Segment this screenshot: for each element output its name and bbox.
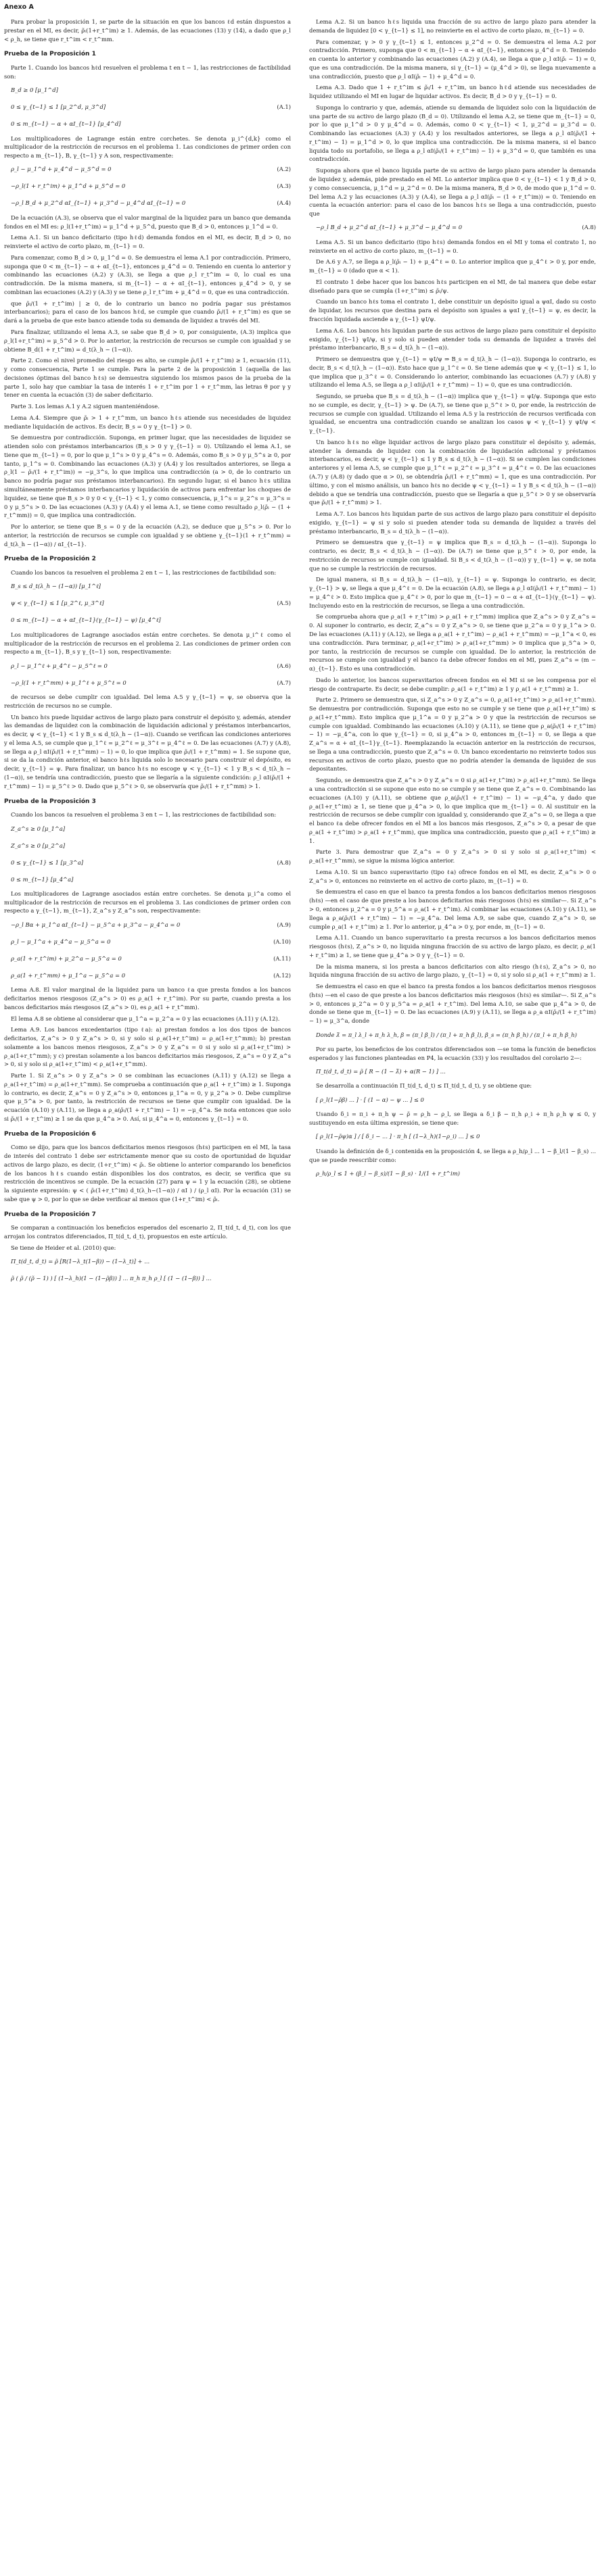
paragraph: Lema A.4. Siempre que ρ̃ₗ > 1 + r_t^mm, un banco hℓs atiende sus necesidades de liquidez mediante liquidación de activos. Es decir, B_s = 0 y γ_{t−1} > 0.: [4, 414, 291, 430]
equation: [309, 1093, 596, 1107]
paragraph: Parte 1. Si Z_a^s > 0 y Z_a^s > 0 se combinan las ecuaciones (A.11) y (A.12) se llega a ρ_a(1+r_t^im) = ρ_a(1+r_t^mm). Se comprueba a continuación que ρ_a(1 + r_t^im) ≥ 1. Suponga lo contrario, es decir, Z_a^s = 0 y Z_a^s > 0, entonces μ_1^a = 0, y μ_2^a > 0. Debe cumplirse que μ_5^a > 0, por tanto, la restricción de recursos se tiene que cumplir con igualdad. De la ecuación (A.10) y (A.11), se llega a ρ_a(ρ̃ₗ/(1 + r_t^im) − 1) = −μ_4^a. Se nota entonces que solo si ρ̃ₗ/(1 + r_t^im) ≥ 1 se da que μ_4^a > 0. Así, si μ_4^a = 0, entonces γ_{t−1} = 0.: [4, 1072, 291, 1122]
paragraph: Lema A.5. Si un banco deficitario (tipo hℓs) demanda fondos en el MI y toma el contrato 1, no reinvierte en el activo de corto plazo, m_{t−1} = 0.: [309, 238, 596, 254]
paragraph: Lema A.6. Los bancos hℓs liquidan parte de sus activos de largo plazo para constituir el depósito exigido, γ_{t−1} ψI/ψ, si y solo si pueden atender toda su demanda de liquidez a través del préstamo interbancario, B_s = d_t(λ_h − (1−α)).: [309, 326, 596, 351]
paragraph: Parte 3. Los lemas A.1 y A.2 siguen manteniéndose.: [11, 403, 160, 410]
equation: [4, 856, 291, 869]
section-heading: Prueba de la Proposición 1: [4, 51, 96, 58]
equation-body: −ρ_l B_d + μ_2^d αI_{t−1} + μ_3^d − μ_4^d αI_{t−1} = 0: [11, 199, 186, 207]
section-heading: Prueba de la Proposición 6: [4, 1130, 96, 1138]
equation: [309, 1167, 596, 1180]
equation-body: ρ_l − μ_1^ℓ + μ_4^ℓ − μ_5^ℓ = 0: [11, 662, 108, 669]
equation: [4, 163, 291, 176]
equation-label: (A.8): [582, 224, 596, 231]
equation-label: (A.7): [277, 679, 291, 686]
equation-body: −ρ_l Bα + μ_1^a αI_{t−1} − μ_5^a + μ_3^a − μ_4^a = 0: [11, 921, 181, 928]
equation-label: (A.3): [277, 183, 291, 190]
equation-body: ρ̃ ( ρ̃ / (ρ̃ − 1) ) [ (1−λ_h)(1 − (1−ρ̃β)) ] ... π_h π_h ρ_l [ (1 − (1−β)) ] ...: [11, 1275, 212, 1282]
paragraph: que ρ̃ₗ/(1 + r_t^im) | ≥ 0, de lo contrario un banco no podría pagar sus préstamos interbancarios); para el caso de los bancos hℓd, se cumple que cuando ρ̃ₗ/(1 + r_t^im) es que se dará a la prueba de que este banco atiende toda su demanda de liquidez a través del MI.: [4, 299, 291, 324]
equation: [4, 839, 291, 852]
equation: [4, 101, 291, 114]
equation-body: 0 ≤ m_{t−1} − α + αI_{t−1} [μ_4^d]: [11, 120, 121, 128]
paragraph: Los multiplicadores de Lagrange asociados están entre corchetes. Se denota μ_i^a como el multiplicador de la restricción de recursos en el problema 3. Las condiciones de primer orden con respecto a γ_{t−1}, m_{t−1}, Z_a^s y Z_a^s son, respectivamente:: [4, 890, 291, 915]
paragraph: De A.6 y A.7, se llega a ρ_l(ρ̃ₗ − 1) + μ_4^ℓ = 0. Lo anterior implica que μ_4^ℓ > 0 y, por ende, m_{t−1} = 0 (dado que α < 1).: [309, 258, 596, 274]
equation-body: ρ_a(1 + r_t^mm) + μ_1^a − μ_5^a = 0: [11, 971, 126, 979]
paragraph: Usando δ_i = π_i + π_h ψ − ρ̃ = ρ_h − ρ_l, se llega a δ_i β − π_h ρ_i + π_h ρ_h ψ ≤ 0, y sustituyendo en esta última expresión, se tiene que:: [309, 1111, 596, 1126]
equation-label: (A.12): [273, 971, 291, 979]
paragraph: Parte 1. Cuando los bancos hℓd resuelven el problema t en t − 1, las restricciones de factibilidad son:: [4, 64, 291, 80]
paragraph: Parte 3. Para demostrar que Z_a^s = 0 y Z_a^s > 0 si y solo si ρ_a(1+r_t^im) < ρ_a(1+r_t^mm), se sigue la misma lógica anterior.: [309, 848, 596, 865]
equation-body: −ρ_l B_d + μ_2^d αI_{t−1} + μ_3^d − μ_4^d = 0: [316, 224, 463, 231]
paragraph: Se demuestra el caso en que el banco ℓa presta fondos a los bancos deficitarios menos riesgosos (hℓs) —en el caso de que preste a los bancos deficitarios más riesgosos (hℓs) es similar—. Si Z_a^s > 0, entonces μ_2^a = 0 y μ_5^a = ρ_a(1 + r_t^im). Del lema A.10, se sabe que μ_4^a > 0, de donde se tiene que m_{t−1} = 0. De las ecuaciones (A.9) y (A.11), se llega a ρ_a αI(ρ̃ₗ/(1 + r_t^im) − 1) = μ_3^a, donde: [309, 983, 596, 1025]
equation: [4, 614, 291, 627]
equation-body: 0 ≤ γ_{t−1} ≤ 1 [μ_3^a]: [11, 858, 84, 866]
paragraph: Lema A.10. Si un banco superavitario (tipo ℓa) ofrece fondos en el MI, es decir, Z_a^s > 0 o Z_a^s > 0, entonces no reinvierte en el activo de corto plazo, m_{t−1} = 0.: [309, 868, 596, 884]
equation-body: 0 ≤ m_{t−1} − α + αI_{t−1}(γ_{t−1} − ψ) [μ_4^ℓ]: [11, 616, 161, 624]
equation-body: B_d ≥ 0 [μ_1^d]: [11, 87, 58, 94]
paragraph: Los multiplicadores de Lagrange están entre corchetes. Se denota μ_i^{d,k} como el multiplicador de la restricción de recursos en el problema 1. Las condiciones de primer orden con respecto a m_{t−1}, B, γ_{t−1} y A son, respectivamente:: [4, 135, 291, 160]
equation-body: Π_t(d_t, d_t) = ρ̃ [ R − (1 − λ̃) + α(R − 1) ] ...: [316, 1068, 446, 1075]
paragraph: Dado lo anterior, los bancos superavitarios ofrecen fondos en el MI si se les compensa por el riesgo de contraparte. Es decir, se debe cumplir: ρ_a(1 + r_t^im) ≥ 1 y ρ_a(1 + r_t^mm) ≥ 1.: [309, 676, 596, 692]
equation-body: ρ_l − μ_1^a + μ_4^a − μ_5^a = 0: [11, 938, 111, 945]
paragraph: Cuando un banco hℓs toma el contrato 1, debe constituir un depósito igual a ψαI, dado su costo de liquidar, los recursos que destina para el depósito son iguales a ψαI γ_{t−1} = ψ, es decir, la fracción liquidada asciende a γ_{t−1} ψI/ψ.: [309, 298, 596, 322]
equation-body: [ ρ_l(1−ρ̃β) ... ] · [ (1 − α) − ψ ... ] ≤ 0: [316, 1096, 424, 1103]
equation: [4, 597, 291, 610]
paragraph: Por lo anterior, se tiene que B_s = 0 y de la ecuación (A.2), se deduce que μ_5^s > 0. Por lo anterior, la restricción de recursos se cumple con igualdad y se obtiene γ_{t−1}(1 + r_t^mm) = d_t(λ_h − (1−α)) / αI_{t−1}.: [4, 523, 291, 548]
paragraph: Primero se demuestra que γ_{t−1} = ψ implica que B_s = d_t(λ_h − (1−α)). Suponga lo contrario, es decir, B_s < d_t(λ_h − (1−α)). De (A.7) se tiene que μ_5^ℓ > 0, por ende, la restricción de recursos se cumple con igualdad. Si B_s < d_t(λ_h − (1−α)) y γ_{t−1} = ψ, se nota que no se cumple la restricción de recursos.: [309, 539, 596, 572]
paragraph: Se tiene de Heider et al. (2010) que:: [11, 1244, 116, 1251]
equation-label: (A.9): [277, 921, 291, 928]
equation: [4, 580, 291, 593]
paragraph: De igual manera, si B_s = d_t(λ_h − (1−α)), γ_{t−1} = ψ. Suponga lo contrario, es decir, γ_{t−1} > ψ, se llega a que μ_4^ℓ = 0. De la ecuación (A.8), se llega a ρ_l αI(ρ̃ₗ/(1 + r_t^mm) − 1) = μ_4^ℓ > 0. Esto implica que μ_4^ℓ > 0, por lo que m_{t−1} = 0 − α + αI_{t−1}(γ_{t−1} − ψ). Incluyendo esto en la restricción de recursos, se llega a una contradicción.: [309, 576, 596, 609]
equation: [4, 180, 291, 193]
equation: [4, 676, 291, 689]
section-heading: Prueba de la Proposición 2: [4, 556, 96, 563]
equation-body: ψ < γ_{t−1} ≤ 1 [μ_2^ℓ, μ_3^ℓ]: [11, 600, 104, 607]
section-heading: Prueba de la Proposición 7: [4, 1211, 96, 1218]
equation: [4, 969, 291, 982]
paragraph: Suponga lo contrario y que, además, atiende su demanda de liquidez solo con la liquidación de una parte de su activo de largo plazo (B_d = 0). Utilizando el lema A.2, se tiene que m_{t−1} = 0, por lo que μ_1^d > 0 y μ_4^d = 0. Además, como 0 < γ_{t−1} < 1, μ_2^d = μ_3^d = 0. Combinando las ecuaciones (A.3) y (A.4) y los resultados anteriores, se llega a ρ_l αI(ρ̃ₗ/(1 + r_t^im) − 1) = μ_1^d > 0, lo que implica una contradicción. De la misma manera, si el banco liquida todo su portafolio, se llega a ρ_l αI(ρ̃ₗ/(1 + r_t^im) − 1) + μ_3^d = 0, que también es una contradicción.: [309, 103, 596, 163]
section-heading: Prueba de la Proposición 3: [4, 798, 96, 805]
equation-body: B_s ≤ d_t(λ_h − (1−α)) [μ_1^ℓ]: [11, 583, 101, 590]
equation-body: Π_t(d_t, d_t) = ρ̃ [R(1−λ_t(1−β)) − (1−λ_t)] + ...: [11, 1258, 150, 1265]
paragraph: Cuando los bancos ℓa resuelven el problema 3 en t − 1, las restricciones de factibilidad son:: [11, 811, 277, 819]
paragraph: El contrato 1 debe hacer que los bancos hℓs participen en el MI, de tal manera que debe estar diseñado para que se cumpla (1+r_t^im) ≤ ρ̃ₗ/ψ.: [309, 278, 596, 294]
equation-body: [ ρ_l(1−ρ̃ψ)α ] / [ δ_i − ... ] · π_h [ (1−λ_h)(1−ρ_i) ... ] ≤ 0: [316, 1133, 480, 1140]
equation-body: Z_a^s ≥ 0 [μ_1^a]: [11, 825, 66, 832]
equation-body: 0 ≤ γ_{t−1} ≤ 1 [μ_2^d, μ_3^d]: [11, 103, 106, 111]
paragraph: Para probar la proposición 1, se parte de la situación en que los bancos ℓd están dispuestos a prestar en el MI, es decir, ρ̃ₗ(1+r_t^im) ≥ 1. Además, de las ecuaciones (13) y (14), a dado que ρ_l < ρ_h, se tiene que r_t^im < r_t^mm.: [4, 18, 291, 43]
equation: [309, 221, 596, 235]
equation-body: Z_a^s ≥ 0 [μ_2^a]: [11, 842, 66, 849]
equation: [4, 873, 291, 886]
equation-label: (A.10): [273, 938, 291, 945]
equation-label: (A.5): [277, 600, 291, 607]
paragraph: Segundo, se demuestra que Z_a^s > 0 y Z_a^s = 0 si ρ_a(1+r_t^im) > ρ_a(1+r_t^mm). Se llega a una contradicción si se supone que esto no se cumple y se tiene que Z_a^s = 0. Combinando las ecuaciones (A.10) y (A.11), se obtiene que ρ_a(ρ̃ₗ/(1 + r_t^im) − 1) = −μ_4^a, y dado que ρ_a(1+r_t^im) ≥ 1, se tiene que μ_4^a > 0, lo que implica que m_{t−1} = 0. Al sustituir en la restricción de recursos se debe cumplir con igualdad y, considerando que Z_a^s = 0, se llega a que el banco ℓa debe ofrecer fondos en el MI a los bancos más riesgosos, Z_a^s > 0, a pesar de que ρ_a(1 + r_t^im) > ρ_a(1 + r_t^mm), que implica una contradicción, puesto que ρ_a(1 + r_t^im) ≥ 1.: [309, 777, 596, 844]
equation-label: (A.1): [277, 103, 291, 111]
equation-body: 0 ≤ m_{t−1} [μ_4^a]: [11, 875, 74, 883]
equation: [4, 659, 291, 673]
paragraph: Se comprueba ahora que ρ_a(1 + r_t^im) > ρ_a(1 + r_t^mm) implica que Z_a^s > 0 y Z_a^s = 0. Al suponer lo contrario, es decir, Z_a^s = 0 y Z_a^s > 0, se tiene que μ_2^a = 0 y μ_1^a > 0. De las ecuaciones (A.11) y (A.12), se llega a ρ_a(1 + r_t^im) − ρ_a(1 + r_t^mm) = −μ_1^a < 0, es una contradicción. Para terminar, ρ_a(1+r_t^im) > ρ_a(1+r_t^mm) > 0 implica que μ_5^a > 0, por tanto, la restricción de recursos se cumple con igualdad. De lo anterior, la restricción de recursos se cumple con igualdad y el banco ℓa debe ofrecer fondos en el MI, pues Z_a^s = (m − α)_{t−1}. Esto es una contradicción.: [309, 613, 596, 673]
right-column: [309, 18, 596, 2566]
paragraph: Un banco hℓs puede liquidar activos de largo plazo para construir el depósito y, además, atender las demandas de liquidez con la combinación de liquidación adicional y préstamos interbancarios, es decir, ψ < γ_{t−1} < 1 y B_s ≤ d_t(λ_h − (1−α)). Cuando se verifican las condiciones anteriores y el lema A.5, se cumple que μ_1^ℓ = μ_2^ℓ = μ_3^ℓ = μ_4^ℓ = 0. De las ecuaciones (A.7) y (A.8), se llega a ρ_l αI(ρ̃ₗ/(1 + r_t^mm) − 1) = 0, lo que implica que ρ̃ₗ/(1 + r_t^mm) = 1. Se supone que, si se da la condición anterior, el banco hℓs liquida solo lo necesario para construir el depósito, es decir, γ_{t−1} = ψ. Para finalizar, un banco hℓs no escoge ψ < γ_{t−1} < 1 y B_s < d_t(λ_h − (1−α)), se tendría una contradicción, puesto que se llegaría a la siguiente condición: ρ_l αI(ρ̃ₗ/(1 + r_t^mm) − 1) = μ_5^ℓ > 0. Dado que μ_5^ℓ > 0, se observaría que ρ̃ₗ/(1 + r_t^mm) > 1.: [4, 713, 291, 789]
paragraph: Cuando los bancos ℓa resuelven el problema 2 en t − 1, las restricciones de factibilidad son:: [11, 569, 277, 577]
equation: [4, 952, 291, 965]
equation: [4, 1272, 291, 1286]
page-header: Anexo A: [4, 3, 34, 11]
paragraph: Primero se demuestra que γ_{t−1} = ψI/ψ ⇒ B_s = d_t(λ_h − (1−α)). Suponga lo contrario, es decir, B_s < d_t(λ_h − (1−α)). Esto hace que μ_1^ℓ = 0. Se tiene además que ψ < γ_{t−1} ≤ 1, lo que implica que μ_3^ℓ = 0. Considerando lo anterior, combinando las ecuaciones (A.7) y (A.8) y utilizando el lema A.5, se llega a ρ_l αI(ρ̃ₗ/(1 + r_t^mm) − 1) = 0, que es una contradicción.: [309, 356, 596, 389]
paragraph: Lema A.1. Si un banco deficitario (tipo hℓd) demanda fondos en el MI, es decir, B_d > 0, no reinvierte el activo de corto plazo, m_{t−1} = 0.: [4, 234, 291, 250]
paragraph: Parte 2. Primero se demuestra que, si Z_a^s > 0 y Z_a^s = 0, ρ_a(1+r_t^im) > ρ_a(1+r_t^mm). Se demuestra por contradicción. Suponga que esto no se cumple y se tiene que ρ_a(1+r_t^im) ≤ ρ_a(1+r_t^mm). Esto implica que μ_1^a = 0 y μ_2^a > 0 y que la restricción de recursos se cumple con igualdad. Combinando las ecuaciones (A.10) y (A.11), se tiene que ρ_a(ρ̃ₗ/(1 + r_t^im) − 1) = −μ_4^a, con lo que γ_{t−1} = 0, si μ_4^a > 0, entonces m_{t−1} = 0, se llega a que Z_a^s = α + αI_{t−1}γ_{t−1}. Reemplazando la ecuación anterior en la restricción de recursos, se llega a una contradicción, puesto que Z_a^s = 0. Un banco excedentario no reinvierte todos sus recursos en activos de corto plazo, puesto que no podría atender la demanda de liquidez de sus depositantes.: [309, 696, 596, 773]
paragraph: Usando la definición de δ_i contenida en la proposición 4, se llega a ρ_h/ρ_l ... 1 − β_l/(1 − β_s) ... que se puede reescribir como:: [309, 1147, 596, 1163]
paragraph: Para comenzar, como B_d > 0, μ_1^d = 0. Se demuestra el lema A.1 por contradicción. Primero, suponga que 0 < m_{t−1} − α + αI_{t−1}, entonces μ_4^d = 0. Teniendo en cuenta lo anterior y combinando las ecuaciones (A.2) y (A.3), se llega a que ρ_l r_t^im = 0, lo cual es una contradicción. De la misma manera, si m_{t−1} − α + αI_{t−1}, entonces μ_4^d > 0, y se combinan las ecuaciones (A.2) y (A.3) y se tiene ρ_l r_t^im + μ_4^d = 0, que es una contradicción.: [4, 253, 291, 295]
equation: [4, 822, 291, 835]
paragraph: Los multiplicadores de Lagrange asociados están entre corchetes. Se denota μ_i^ℓ como el multiplicador de la restricción de recursos en el problema 2. Las condiciones de primer orden con respecto a m_{t−1}, B_s y γ_{t−1} son, respectivamente:: [4, 631, 291, 656]
equation: [309, 1028, 596, 1042]
equation-body: −ρ_l(1 + r_t^im) + μ_1^d + μ_5^d = 0: [11, 183, 126, 190]
equation-label: (A.8): [277, 858, 291, 866]
paragraph: De la misma manera, si los presta a bancos deficitarios con alto riesgo (hℓs), Z_a^s > 0, no liquida ninguna fracción de su activo de largo plazo, γ_{t−1} = 0, si y solo si ρ_a(1 + r_t^mm) ≥ 1.: [309, 963, 596, 979]
paragraph: Lema A.7. Los bancos hℓs liquidan parte de sus activos de largo plazo para constituir el depósito exigido, γ_{t−1} = ψ si y solo si pueden atender toda su demanda de liquidez a través del préstamo interbancario, B_s = d_t(λ_h − (1−α)).: [309, 510, 596, 535]
paragraph: Lema A.9. Los bancos excedentarios (tipo ℓa): a) prestan fondos a los dos tipos de bancos deficitarios, Z_a^s > 0 y Z_a^s > 0, si y solo si ρ_a(1+r_t^im) = ρ_a(1+r_t^mm); b) prestan solamente a los bancos menos riesgosos, Z_a^s > 0 y Z_a^s = 0 si y solo si ρ_a(1+r_t^im) > ρ_a(1+r_t^mm); y c) prestan solamente a los bancos deficitarios más riesgosos, Z_a^s = 0 y Z_a^s > 0, si y solo si ρ_a(1+r_t^im) < ρ_a(1+r_t^mm).: [4, 1026, 291, 1068]
equation: [4, 935, 291, 948]
equation-label: (A.2): [277, 166, 291, 173]
paragraph: de recursos se debe cumplir con igualdad. Del lema A.5 y γ_{t−1} = ψ, se observa que la restricción de recursos no se cumple.: [4, 694, 291, 709]
equation: [309, 1130, 596, 1144]
equation: [4, 197, 291, 210]
paragraph: Un banco hℓs no elige liquidar activos de largo plazo para constituir el depósito y, además, atender la demanda de liquidez con la combinación de liquidación adicional y préstamos interbancarios, es decir, ψ < γ_{t−1} ≤ 1 y B_s ≤ d_t(λ_h − (1−α)). Si se cumplen las condiciones anteriores y el lema A.5, se cumple que μ_1^ℓ = μ_2^ℓ = μ_3^ℓ = μ_4^ℓ = 0. De las ecuaciones (A.7) y (A.8) (y dado que α > 0), se obtendría ρ̃ₗ/(1 + r_t^mm) = 1, que es una contradicción. Por último, y con el mismo análisis, un banco hℓs no decide ψ < γ_{t−1} = 1 y B_s < d_t(λ_h − (1−α)) debido a que se tendría una contradicción, puesto que se llegaría a que μ_5^ℓ > 0 y se observaría que ρ̃ₗ/(1 + r_t^mm) > 1.: [309, 438, 596, 506]
equation-body: Donde λ̃ = π_l λ_l + π_h λ_h, β = (π_l β_l) / (π_l + π_h β_l), β_s = (π_h β_h) / (π_l + π_h β_h): [316, 1031, 577, 1038]
equation-body: ρ_l − μ_1^d + μ_4^d − μ_5^d = 0: [11, 166, 112, 173]
paragraph: Parte 2. Como el nivel promedio del riesgo es alto, se cumple ρ̃ₗ/(1 + r_t^im) ≥ 1, ecuación (11), y como consecuencia, Parte 1 se cumple. Para la parte 2 de la proposición 1 (aquella de las decisiones óptimas del banco hℓs) se demuestra siguiendo los mismos pasos de la prueba de la parte 1, solo hay que cambiar la tasa de interés 1 + r_t^im por 1 + r_t^mm, las letras θ por γ y tener en cuenta la ecuación (3) de saber deficitario.: [4, 357, 291, 399]
equation-body: −ρ_l(1 + r_t^mm) + μ_1^ℓ + μ_5^ℓ = 0: [11, 679, 126, 686]
paragraph: De la ecuación (A.3), se observa que el valor marginal de la liquidez para un banco que demanda fondos en el MI es: ρ_l(1+r_t^im) = μ_1^d + μ_5^d, puesto que B_d > 0, entonces μ_1^d = 0.: [4, 214, 291, 230]
paragraph: Se demuestra por contradicción. Suponga, en primer lugar, que las necesidades de liquidez se atienden solo con préstamos interbancarios (B_s > 0 y γ_{t−1} = 0). Utilizando el lema A.1, se tiene que m_{t−1} = 0, por lo que μ_1^s > 0 y μ_4^s = 0. Además, como B_s > 0 y μ_5^s ≥ 0, por tanto, μ_1^s = 0. Combinando las ecuaciones (A.3) y (A.4) y los resultados anteriores, se llega a ρ_l(1 − ρ̃ₗ/(1 + r_t^im)) = −μ_3^s, lo que implica una contradicción (a > 0, de lo contrario un banco no podría pagar sus préstamos interbancarios). En segundo lugar, si el banco hℓs utiliza simultáneamente préstamos interbancarios y liquidación de activos para enfrentar los choques de liquidez, se tiene que B_s > 0 y 0 < γ_{t−1} < 1, y como consecuencia, μ_1^s = μ_2^s = μ_3^s = 0 y μ_5^s > 0. De las ecuaciones (A.3) y (A.4) y el lema A.1, se tiene como resultado ρ_l(ρ̃ₗ − (1 + r_t^mm)) = 0, que implica una contradicción.: [4, 434, 291, 519]
paragraph: Lema A.11. Cuando un banco superavitario ℓa presta recursos a los bancos deficitarios menos riesgosos (hℓs), Z_a^s > 0, no liquida ninguna fracción de su activo de largo plazo, es decir, ρ_a(1 + r_t^im) ≥ 1, se tiene que μ_4^a > 0 y γ_{t−1} = 0.: [309, 934, 596, 958]
paragraph: Lema A.3. Dado que 1 + r_t^im ≤ ρ̃ₗ/1 + r_t^im, un banco hℓd atiende sus necesidades de liquidez utilizando el MI en lugar de liquidar activos. Es decir, B_d > 0 y γ_{t−1} = 0.: [309, 84, 596, 100]
paragraph: Para finalizar, utilizando el lema A.3, se sabe que B_d > 0, por consiguiente, (A.3) implica que ρ_l(1+r_t^im) = μ_5^d > 0. Por lo anterior, la restricción de recursos se cumple con igualdad y se obtiene B_d(1 + r_t^im) = d_t(λ_h − (1−α)).: [4, 328, 291, 353]
equation: [309, 1065, 596, 1078]
paragraph: Se demuestra el caso en que el banco ℓa presta fondos a los bancos deficitarios menos riesgosos (hℓs) —en el caso de que preste a los bancos deficitarios más riesgosos (hℓs) es similar—. Si Z_a^s > 0, entonces μ_2^a = 0 y μ_5^a = ρ_a(1 + r_t^im). Al combinar las ecuaciones (A.10) y (A.11), se llega a ρ_a(ρ̃ₗ/(1 + r_t^im) − 1) = −μ_4^a. Del lema A.9, se sabe que, cuando Z_a^s > 0, se cumple ρ_a(1 + r_t^im) ≥ 1. Por lo anterior, μ_4^a > 0 y, por ende, m_{t−1} = 0.: [309, 888, 596, 930]
paragraph: Segundo, se prueba que B_s = d_t(λ_h − (1−α)) implica que γ_{t−1} = ψI/ψ. Suponga que esto no se cumple, es decir, γ_{t−1} > ψ. De (A.7), se tiene que μ_5^ℓ > 0, por ende, la restricción de recursos se cumple con igualdad. Utilizando el lema A.5 y la restricción de recursos verificada con igualdad, se encuentra una contradicción cuando se analizan los casos ψ < γ_{t−1} y ψI/ψ < γ_{t−1}.: [309, 393, 596, 435]
equation-label: (A.11): [273, 954, 291, 962]
equation-body: ρ_h/ρ_l ≤ 1 + (β_l − β_s)/(1 − β_s) · 1/(1 + r_t^im): [316, 1169, 460, 1177]
equation: [4, 1255, 291, 1269]
paragraph: Suponga ahora que el banco liquida parte de su activo de largo plazo para atender la demanda de liquidez y, además, pide prestado en el MI. Lo anterior implica que 0 < γ_{t−1} < 1 y B_d > 0, y como consecuencia, μ_1^d = μ_2^d = 0. De la misma manera, B_d > 0, de modo que μ_1^d = 0. Del lema A.2 y las ecuaciones (A.3) y (A.4), se llega a ρ_l αI(ρ̃ₗ − (1 + r_t^im)) = 0. Teniendo en cuenta la ecuación anterior: para el caso de los bancos hℓs se llega a una contradicción, puesto que: [309, 167, 596, 218]
equation-label: (A.4): [277, 199, 291, 207]
equation: [4, 918, 291, 931]
paragraph: Lema A.2. Si un banco hℓs liquida una fracción de su activo de largo plazo para atender la demanda de liquidez [0 < γ_{t−1} ≤ 1], no reinvierte en el activo de corto plazo, m_{t−1} = 0.: [309, 18, 596, 34]
paragraph: Lema A.8. El valor marginal de la liquidez para un banco ℓa que presta fondos a los bancos deficitarios menos riesgosos (Z_a^s > 0) es ρ_a(1 + r_t^im). Por su parte, cuando presta a los bancos deficitarios más riesgosos (Z_a^s > 0), es ρ_a(1 + r_t^mm).: [4, 986, 291, 1011]
paragraph: Se comparan a continuación los beneficios esperados del escenario 2, Π_t(d_t, d_t), con los que arrojan los contratos diferenciados, Π_t(d_t, d_t), propuestos en este artículo.: [4, 1224, 291, 1240]
paragraph: Se desarrolla a continuación Π_t(d_t, d_t) ≤ Π_t(d_t, d_t), y se obtiene que:: [316, 1082, 532, 1090]
equation: [4, 118, 291, 131]
left-column: [4, 18, 291, 2566]
paragraph: Por su parte, los beneficios de los contratos diferenciados son —se toma la función de beneficios esperados y las funciones planteadas en P4, la ecuación (33) y los resultados del corolario 2—:: [309, 1045, 596, 1061]
equation-label: (A.6): [277, 662, 291, 669]
equation-body: ρ_a(1 + r_t^im) + μ_2^a − μ_5^a = 0: [11, 954, 122, 962]
equation: [4, 84, 291, 97]
paragraph: Como se dijo, para que los bancos deficitarios menos riesgosos (hℓs) participen en el MI, la tasa de interés del contrato 1 debe ser estrictamente menor que su costo de oportunidad de liquidar activos de largo plazo, es decir, (1+r_t^im) < ρ̃ₗ. Se obtiene lo anterior comparando los beneficios de los bancos hℓs cuando están disponibles los dos contratos, es decir, se verifica que su restricción de incentivos se cumple. De la ecuación (27) para ψ = 1 y la ecuación (28), se obtiene la siguiente expresión: ψ < ( ρ̃ₗ(1+r_t^im) d_t(λ_h−(1−α)) / αI ) / (ρ_l αI). Por la ecuación (31) se sabe que ψ > 0, por lo que se debe verificar al menos que (1+r_t^im) < ρ̃ₗ.: [4, 1144, 291, 1202]
paragraph: Para comenzar, γ > 0 y γ_{t−1} ≤ 1, entonces μ_2^d = 0. Se demuestra el lema A.2 por contradicción. Primero, suponga que 0 < m_{t−1} − α + αI_{t−1}, entonces μ_4^d = 0. Teniendo en cuenta lo anterior y combinando las ecuaciones (A.2) y (A.4), se llega a que ρ_l αI(ρ̃ₗ − 1) = 0, que es una contradicción. De la misma manera, si γ_{t−1} = (μ_4^d > 0), se llega nuevamente a una contradicción, puesto que ρ_l αI(ρ̃ₗ − 1) + μ_4^d = 0.: [309, 38, 596, 80]
paragraph: El lema A.8 se obtiene al considerar que μ_1^a = μ_2^a = 0 y las ecuaciones (A.11) y (A.12).: [11, 1015, 280, 1022]
